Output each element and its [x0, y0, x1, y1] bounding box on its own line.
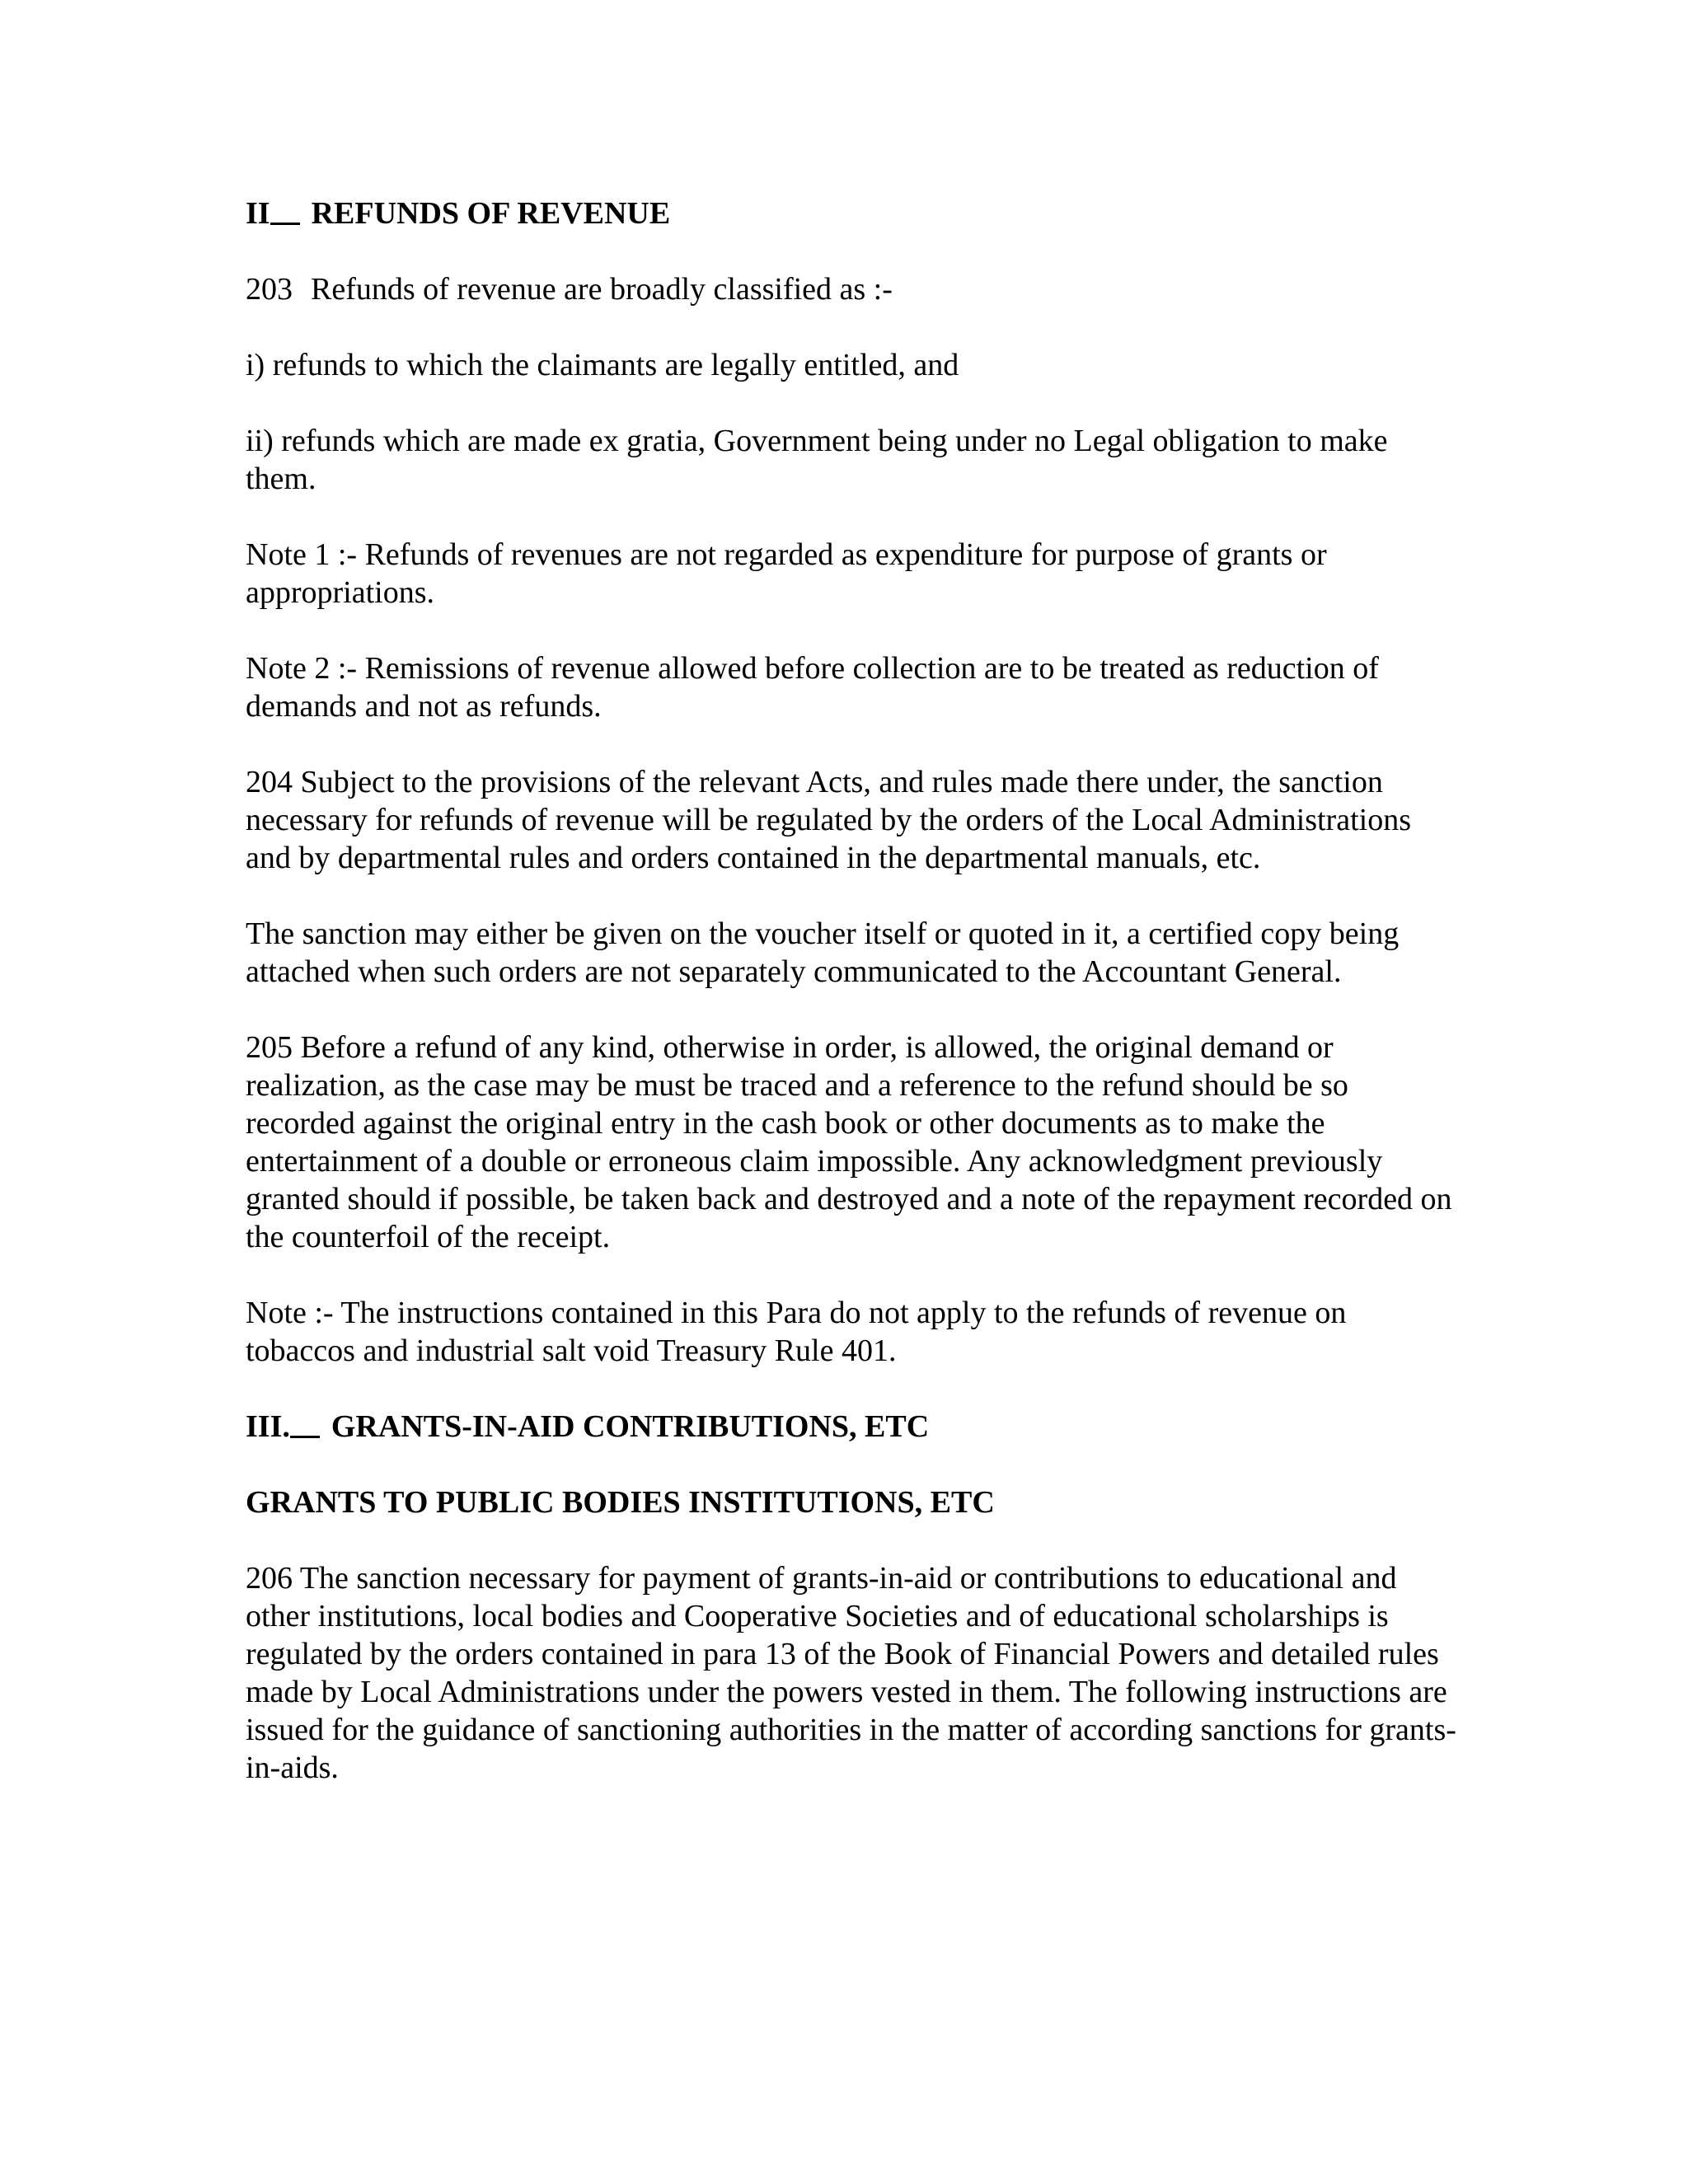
paragraph-206: 206 The sanction necessary for payment of grants-in-aid or contributions to educational and other institutions, local bodies and Cooperative Societies and of educational scholarships is regulated by the orders contained in para 13 of the Book of Financial Powers and detailed rules made by Local Administrations under the powers vested in them. The following instructions are issued for the guidance of sanctioning authorities in the matter of according sanctions for grants-in-aids.	[246, 1561, 1456, 1785]
section-number: III.	[246, 1409, 290, 1444]
paragraph-203-intro	[246, 270, 1457, 308]
heading-underline	[270, 223, 300, 225]
paragraph-203-item-ii: ii) refunds which are made ex gratia, Government being under no Legal obligation to make them.	[246, 424, 1388, 496]
section-heading-grants	[246, 1408, 1457, 1446]
note-2: Note 2 :- Remissions of revenue allowed before collection are to be treated as reduction of demands and not as refunds.	[246, 651, 1379, 724]
section-title: GRANTS-IN-AID CONTRIBUTIONS, ETC	[331, 1409, 930, 1444]
paragraph-number: 203	[246, 272, 293, 307]
paragraph-204-continued: The sanction may either be given on the voucher itself or quoted in it, a certified copy being attached when such orders are not separately communicated to the Accountant General.	[246, 916, 1400, 989]
document-page	[246, 194, 1457, 1825]
section-number: II	[246, 196, 270, 231]
note-1: Note 1 :- Refunds of revenues are not regarded as expenditure for purpose of grants or appropriations.	[246, 537, 1327, 610]
section-title: REFUNDS OF REVENUE	[311, 196, 671, 231]
subheading-grants-public-bodies: GRANTS TO PUBLIC BODIES INSTITUTIONS, ETC	[246, 1485, 995, 1520]
section-heading-refunds	[246, 194, 1457, 232]
paragraph-205: 205 Before a refund of any kind, otherwise in order, is allowed, the original demand or realization, as the case may be must be traced and a reference to the refund should be so recorded against the original entry in the cash book or other documents as to make the entertainment of a double or erroneous claim impossible. Any acknowledgment previously granted should if possible, be taken back and destroyed and a note of the repayment recorded on the counterfoil of the receipt.	[246, 1030, 1452, 1254]
heading-underline	[290, 1436, 320, 1438]
paragraph-204: 204 Subject to the provisions of the relevant Acts, and rules made there under, the sanction necessary for refunds of revenue will be regulated by the orders of the Local Administrations and by departmental rules and orders contained in the departmental manuals, etc.	[246, 765, 1411, 875]
paragraph-text: Refunds of revenue are broadly classified as :-	[311, 272, 893, 307]
paragraph-203-item-i: i) refunds to which the claimants are legally entitled, and	[246, 348, 959, 382]
note-205: Note :- The instructions contained in this Para do not apply to the refunds of revenue on tobaccos and industrial salt void Treasury Rule 401.	[246, 1296, 1347, 1368]
